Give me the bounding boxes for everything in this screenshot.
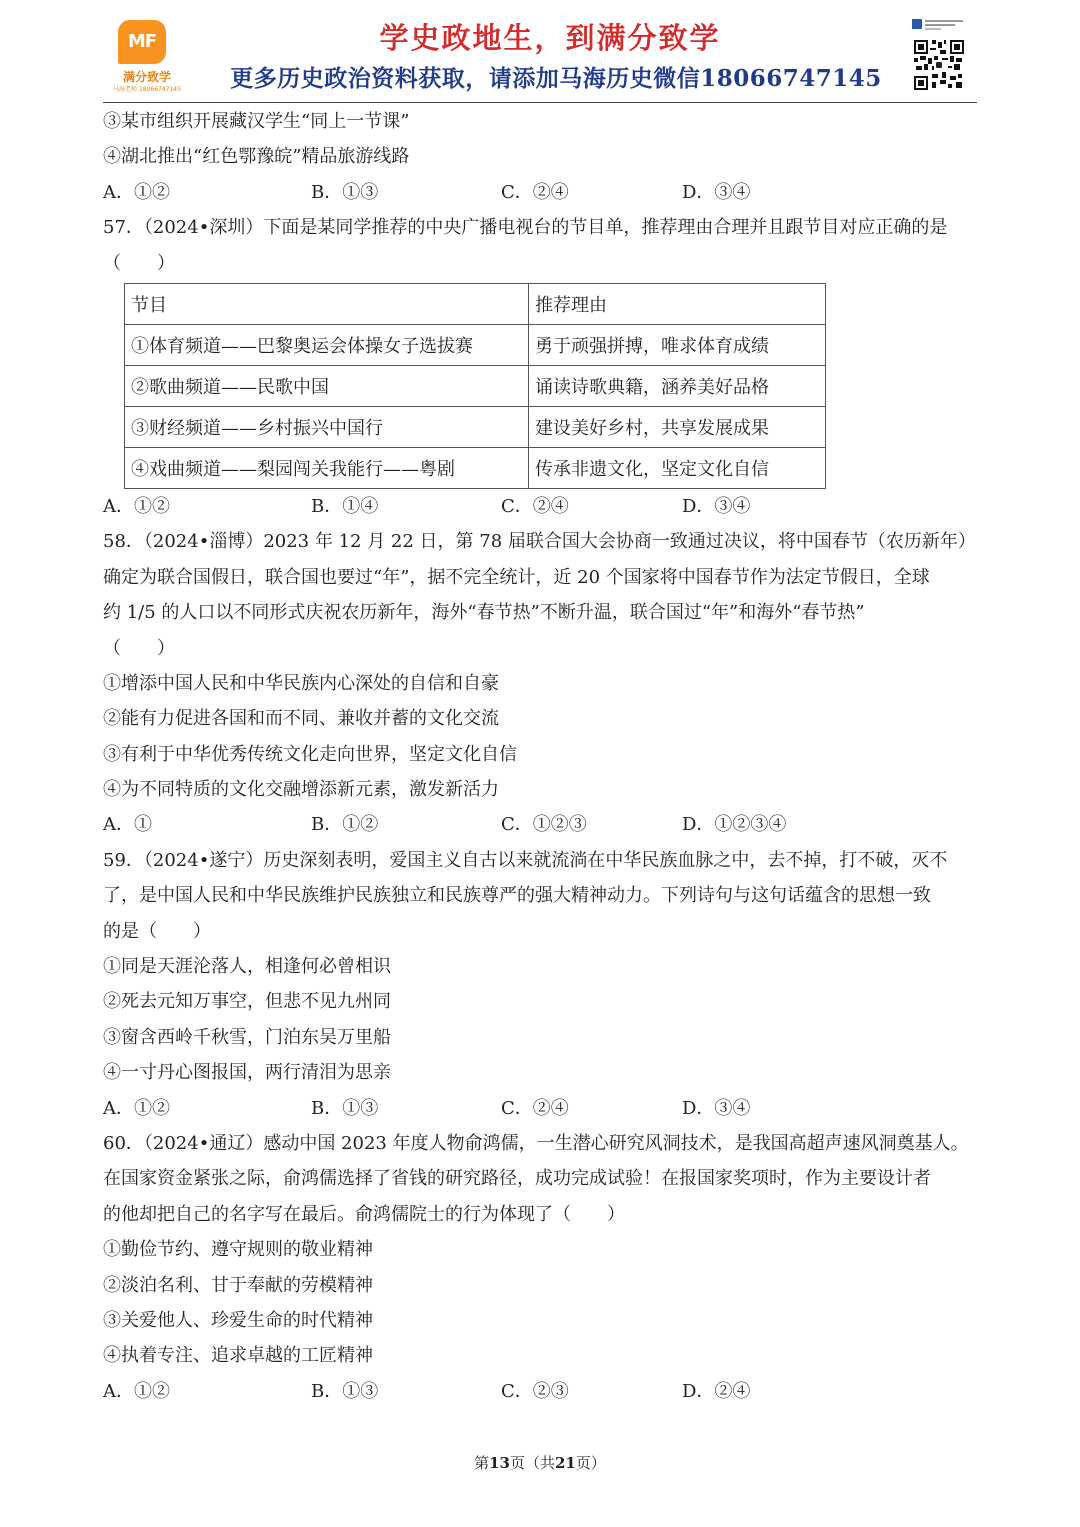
q59-item: ②死去元知万事空，但悲不见九州同 xyxy=(103,991,391,1013)
q60-stem: 在国家资金紧张之际，俞鸿儒选择了省钱的研究路径，成功完成试验！在报国家奖项时，作为主要设计者 xyxy=(103,1168,931,1190)
q58-item: ④为不同特质的文化交融增添新元素，激发新活力 xyxy=(103,779,499,801)
option-a[interactable]: A．①② xyxy=(103,1097,170,1119)
table-cell: 建设美好乡村，共享发展成果 xyxy=(529,406,826,447)
footer-mid: 页（共 xyxy=(509,1454,555,1472)
table-header-cell: 推荐理由 xyxy=(529,283,826,324)
q58-stem: 58．（2024•淄博）2023 年 12 月 22 日，第 78 届联合国大会协商一致通过决议，将中国春节（农历新年） xyxy=(103,531,976,553)
logo-mark: MF xyxy=(118,20,166,64)
option-a[interactable]: A．① xyxy=(103,814,152,836)
option-d[interactable]: D．①②③④ xyxy=(682,814,787,836)
option-a[interactable]: A．①② xyxy=(103,1380,170,1402)
page-content xyxy=(103,104,983,1409)
q60-stem: 60．（2024•通辽）感动中国 2023 年度人物俞鸿儒，一生潜心研究风洞技术，是我国高超声速风洞奠基人。 xyxy=(103,1132,969,1154)
q59-stem: 的是（ ） xyxy=(103,920,211,942)
q60-item: ②淡泊名利、甘于奉献的劳模精神 xyxy=(103,1274,373,1296)
logo-name: 满分致学 xyxy=(122,70,171,84)
option-c[interactable]: C．②④ xyxy=(501,495,569,517)
table-row xyxy=(125,406,826,447)
table-cell: ④戏曲频道——梨园闯关我能行——粤剧 xyxy=(125,447,529,488)
q60-options xyxy=(103,1374,983,1409)
q57-stem-blank: （ ） xyxy=(103,252,175,274)
q59-item: ③窗含西岭千秋雪，门泊东吴万里船 xyxy=(103,1026,391,1048)
q57-program-table xyxy=(124,283,826,489)
q59-stem: 59．（2024•遂宁）历史深刻表明，爱国主义自古以来就流淌在中华民族血脉之中，去不掉，打不破，灭不 xyxy=(103,849,948,871)
total-pages: 21 xyxy=(555,1454,576,1472)
q58-item: ③有利于中华优秀传统文化走向世界，坚定文化自信 xyxy=(103,743,517,765)
prev-question-item: ③某市组织开展藏汉学生“同上一节课” xyxy=(103,111,410,132)
q58-stem: 约 1/5 的人口以不同形式庆祝农历新年，海外“春节热”不断升温，联合国过“年”和海外“春节热” xyxy=(103,602,865,624)
qr-caption-icon xyxy=(912,18,966,34)
footer-prefix: 第 xyxy=(474,1454,490,1472)
option-a[interactable]: A．①② xyxy=(103,495,170,517)
option-c[interactable]: C．②④ xyxy=(501,1097,569,1119)
q58-item: ①增添中国人民和中华民族内心深处的自信和自豪 xyxy=(103,672,499,694)
q58-stem-blank: （ ） xyxy=(103,637,175,659)
table-row xyxy=(125,447,826,488)
table-cell: ①体育频道——巴黎奥运会体操女子选拔赛 xyxy=(125,324,529,365)
page-header xyxy=(0,0,1080,104)
q58-options xyxy=(103,807,983,842)
header-slogan: 学史政地生，到满分致学 xyxy=(379,21,721,55)
footer-suffix: 页） xyxy=(575,1454,606,1472)
option-b[interactable]: B．①② xyxy=(311,814,379,836)
brand-logo xyxy=(112,20,182,94)
table-header-row xyxy=(125,283,826,324)
q57-options xyxy=(103,489,983,524)
q59-item: ④一寸丹心图报国，两行清泪为思亲 xyxy=(103,1062,391,1084)
q58-stem: 确定为联合国假日，联合国也要过“年”，据不完全统计，近 20 个国家将中国春节作为法定节假日，全球 xyxy=(103,566,930,588)
q58-item: ②能有力促进各国和而不同、兼收并蓄的文化交流 xyxy=(103,708,499,730)
page-footer xyxy=(0,1452,1080,1473)
q59-options xyxy=(103,1091,983,1126)
q60-stem: 的他却把自己的名字写在最后。俞鸿儒院士的行为体现了（ ） xyxy=(103,1203,625,1225)
table-cell: 诵读诗歌典籍，涵养美好品格 xyxy=(529,365,826,406)
option-c[interactable]: C．②③ xyxy=(501,1380,569,1402)
table-cell: ②歌曲频道——民歌中国 xyxy=(125,365,529,406)
option-b[interactable]: B．①③ xyxy=(311,181,379,203)
option-c[interactable]: C．②④ xyxy=(501,181,569,203)
qr-code-block xyxy=(912,18,966,98)
prev-question-options xyxy=(103,175,983,210)
option-d[interactable]: D．③④ xyxy=(682,495,751,517)
qr-code-icon[interactable] xyxy=(914,40,964,90)
q60-item: ④执着专注、追求卓越的工匠精神 xyxy=(103,1345,373,1367)
q57-stem: 57．（2024•深圳）下面是某同学推荐的中央广播电视台的节目单，推荐理由合理并且跟节目对应正确的是 xyxy=(103,217,948,239)
option-d[interactable]: D．③④ xyxy=(682,1097,751,1119)
logo-subtitle: 马海老师 18066747145 xyxy=(113,86,181,93)
q59-item: ①同是天涯沦落人，相逢何必曾相识 xyxy=(103,956,391,978)
option-b[interactable]: B．①④ xyxy=(311,495,379,517)
q60-item: ①勤俭节约、遵守规则的敬业精神 xyxy=(103,1239,373,1261)
table-row xyxy=(125,324,826,365)
option-c[interactable]: C．①②③ xyxy=(501,814,587,836)
table-cell: 传承非遗文化，坚定文化自信 xyxy=(529,447,826,488)
option-a[interactable]: A．①② xyxy=(103,181,170,203)
header-divider xyxy=(103,102,977,103)
q59-stem: 了，是中国人民和中华民族维护民族独立和民族尊严的强大精神动力。下列诗句与这句话蕴含的思想一致 xyxy=(103,885,931,907)
page-number: 13 xyxy=(489,1454,510,1472)
option-d[interactable]: D．③④ xyxy=(682,181,751,203)
option-d[interactable]: D．②④ xyxy=(682,1380,751,1402)
prev-question-item: ④湖北推出“红色鄂豫皖”精品旅游线路 xyxy=(103,146,410,168)
table-cell: ③财经频道——乡村振兴中国行 xyxy=(125,406,529,447)
table-cell: 勇于顽强拼搏，唯求体育成绩 xyxy=(529,324,826,365)
option-b[interactable]: B．①③ xyxy=(311,1097,379,1119)
table-row xyxy=(125,365,826,406)
table-header-cell: 节目 xyxy=(125,283,529,324)
option-b[interactable]: B．①③ xyxy=(311,1380,379,1402)
header-contact: 更多历史政治资料获取，请添加马海历史微信18066747145 xyxy=(230,65,882,92)
q60-item: ③关爱他人、珍爱生命的时代精神 xyxy=(103,1309,373,1331)
